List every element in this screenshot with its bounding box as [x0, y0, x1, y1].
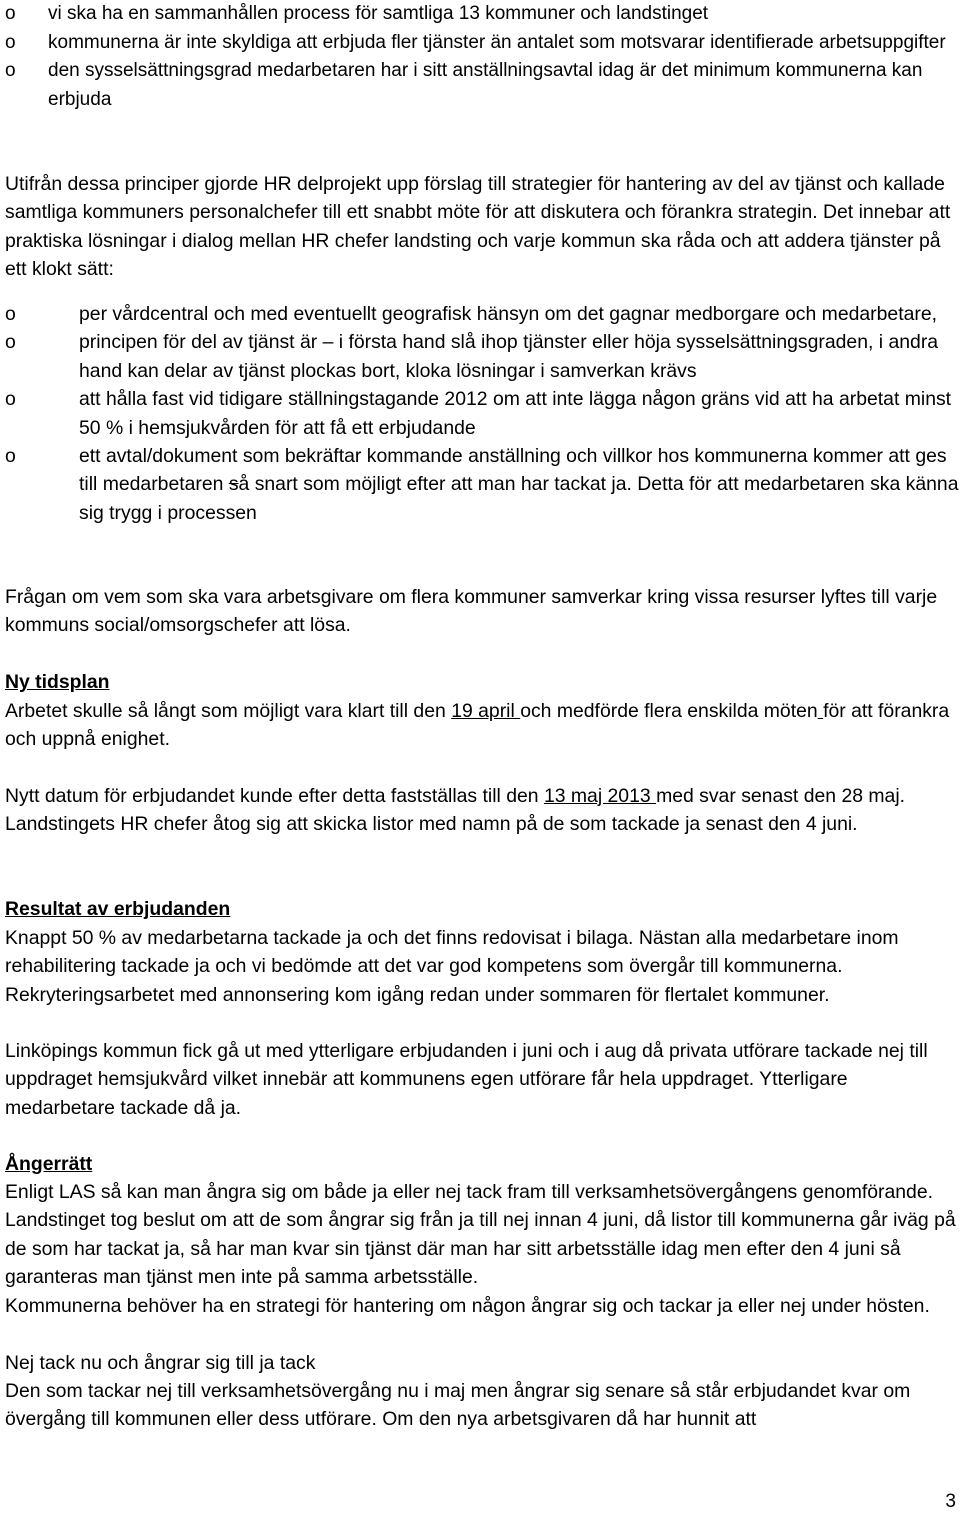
list-item-text: kommunerna är inte skyldiga att erbjuda fler tjänster än antalet som motsvarar identifierade arbetsuppgifter — [48, 31, 946, 53]
bullet-icon: o — [5, 60, 16, 81]
bullet-icon: o — [5, 303, 16, 325]
heading-angerratt: Ångerrätt — [5, 1153, 93, 1175]
list-item — [0, 442, 960, 527]
paragraph-utifran: Utifrån dessa principer gjorde HR delprojekt upp förslag till strategier för hantering av del av tjänst och kallade samtliga kommuners personalchefer till ett snabbt möte för att diskutera och förankra strategin. Det innebar att praktiska lösningar i dialog mellan HR chefer landsting och varje kommun ska råda och att addera tjänster på ett klokt sätt: — [5, 173, 951, 281]
text-run: med svar senast den 28 maj. Landstingets HR chefer åtog sig att skicka listor med namn på de som tackade ja senast den 4 juni. — [5, 785, 906, 836]
list-item — [0, 57, 960, 114]
list-item-text: den sysselsättningsgrad medarbetaren har i sitt anställningsavtal idag är det minimum kommunerna kan erbjuda — [48, 60, 923, 110]
list-item-text: att hålla fast vid tidigare ställningstagande 2012 om att inte lägga någon gräns vid att ha arbetat minst 50 % i hemsjukvården för att få ett erbjudande — [79, 388, 952, 439]
list-item — [0, 328, 960, 385]
paragraph-resultat-2: Linköpings kommun fick gå ut med ytterligare erbjudanden i juni och i aug då privata utförare tackade nej till uppdraget hemsjukvård vilket innebär att kommunens egen utförare får hela uppdraget. Ytterligare medarbetare tackade då ja. — [5, 1040, 928, 1119]
list-item-text — [79, 445, 959, 524]
paragraph-angerratt-2: Kommunerna behöver ha en strategi för hantering om någon ångrar sig och tackar ja eller nej under hösten. — [5, 1295, 930, 1317]
bullet-icon: o — [5, 31, 16, 53]
list-item-text: per vårdcentral och med eventuellt geografisk hänsyn om det gagnar medborgare och medarbetare, — [79, 303, 937, 325]
top-bullet-list — [0, 0, 960, 114]
paragraph-angerratt-1: Enligt LAS så kan man ångra sig om både ja eller nej tack fram till verksamhetsövergångens genomförande. Landstinget tog beslut om att de som ångrar sig från ja till nej innan 4 juni, då listor till kommunerna går iväg på de som har tackat ja, så har man kvar sin tjänst där man har sitt arbetsställe idag men efter den 4 juni så garanteras man tjänst men inte på samma arbetsställe. — [5, 1181, 956, 1289]
list-item — [0, 0, 960, 29]
text-run: å snart som möjligt efter att man har tackat ja. Detta för att medarbetaren ska känna sig trygg i processen — [79, 473, 959, 524]
bullet-icon: o — [5, 3, 16, 24]
paragraph-fragan: Frågan om vem som ska vara arbetsgivare om flera kommuner samverkar kring vissa resurser lyftes till varje kommuns social/omsorgschefer att lösa. — [5, 586, 938, 637]
bullet-icon: o — [5, 388, 16, 411]
text-run: och medförde flera enskilda möten — [520, 700, 818, 722]
strategy-bullet-list — [0, 300, 960, 527]
heading-ny-tidsplan: Ny tidsplan — [5, 671, 110, 693]
list-item — [0, 300, 960, 328]
text-run: för att förankra och uppnå enighet. — [5, 700, 950, 751]
list-item-text: vi ska ha en sammanhållen process för samtliga 13 kommuner och landstinget — [48, 3, 709, 24]
text-run: ett avtal/dokument som bekräftar kommande anställning och villkor hos kommunerna kommer att ges till medarbetaren — [79, 445, 947, 496]
date-underlined: 19 april — [451, 700, 521, 722]
list-item — [0, 29, 960, 58]
date-underlined: 13 maj 2013 — [543, 785, 657, 807]
text-run: Arbetet skulle så långt som möjligt vara klart till den — [5, 700, 452, 722]
heading-resultat: Resultat av erbjudanden — [5, 898, 231, 920]
paragraph-resultat-1: Knappt 50 % av medarbetarna tackade ja och det finns redovisat i bilaga. Nästan alla medarbetare inom rehabilitering tackade ja och vi bedömde att det var god kompetens som övergår till kommunerna. Rekryteringsarbetet med annonsering kom igång redan under sommaren för flertalet kommuner. — [5, 927, 899, 1006]
paragraph-tidsplan-2 — [5, 782, 960, 839]
page-number: 3 — [945, 1491, 956, 1512]
list-item-text: principen för del av tjänst är – i första hand slå ihop tjänster eller höja sysselsättningsgraden, i andra hand kan delar av tjänst plockas bort, kloka lösningar i samverkan krävs — [79, 331, 939, 382]
bullet-icon: o — [5, 445, 16, 468]
paragraph-angerratt-4: Den som tackar nej till verksamhetsövergång nu i maj men ångrar sig senare så står erbjudandet kvar om övergång till kommunen eller dess utförare. Om den nya arbetsgivaren då har hunnit att — [5, 1380, 911, 1431]
text-run: Nytt datum för erbjudandet kunde efter detta fastställas till den — [5, 785, 544, 807]
list-item — [0, 385, 960, 442]
paragraph-tidsplan-1 — [5, 697, 960, 754]
bullet-icon: o — [5, 331, 16, 354]
struck-text: s — [228, 473, 239, 496]
paragraph-angerratt-3: Nej tack nu och ångrar sig till ja tack — [5, 1352, 316, 1374]
